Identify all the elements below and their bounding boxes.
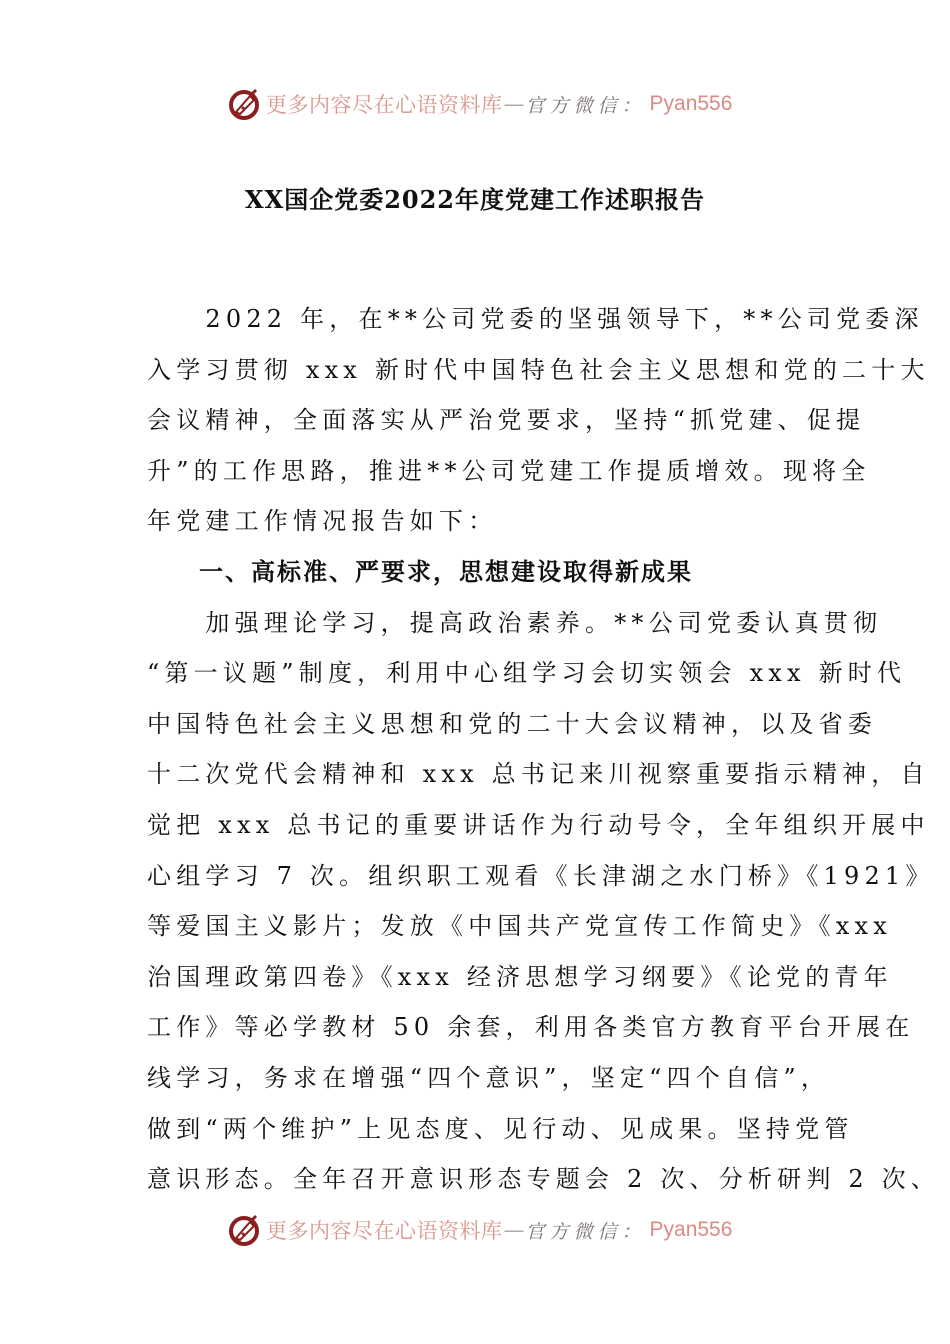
paragraph-line: “第一议题”制度，利用中心组学习会切实领会 xxx 新时代 [147,659,907,688]
paragraph-line: 升”的工作思路，推进**公司党建工作提质增效。现将全 [147,456,871,485]
paragraph-line: 年党建工作情况报告如下： [147,507,498,536]
watermark-official-label: 官方微信： [525,94,646,117]
quill-pen-circle-icon [226,1212,262,1248]
paragraph-line: 治国理政第四卷》《xxx 经济思想学习纲要》《论党的青年 [147,962,893,991]
quill-pen-circle-icon [226,86,262,122]
paragraph-line: 心组学习 7 次。组织职工观看《长津湖之水门桥》《1921》 [147,861,935,890]
paragraph-line: 中国特色社会主义思想和党的二十大会议精神，以及省委 [147,709,877,738]
paragraph-line: 等爱国主义影片；发放《中国共产党宣传工作简史》《xxx [147,912,893,941]
watermark-dash: — [503,92,525,116]
paragraph-line: 入学习贯彻 xxx 新时代中国特色社会主义思想和党的二十大 [147,355,930,384]
document-title: XX国企党委2022年度党建工作述职报告 [244,185,706,214]
paragraph-line: 2022 年，在**公司党委的坚强领导下，**公司党委深 [147,305,924,333]
watermark-header [226,82,733,126]
document-body [147,294,941,1205]
paragraph-line: 会议精神，全面落实从严治党要求，坚持“抓党建、促提 [147,406,866,435]
paragraph-line: 做到“两个维护”上见态度、见行动、见成果。坚持党管 [147,1114,854,1143]
watermark-wechat-id: Pyan556 [649,92,733,115]
watermark-footer [226,1208,733,1252]
paragraph-line: 意识形态。全年召开意识形态专题会 2 次、分析研判 2 次、 [147,1165,941,1194]
paragraph-line: 十二次党代会精神和 xxx 总书记来川视察重要指示精神，自 [147,760,930,789]
watermark-wechat-id: Pyan556 [649,1218,733,1241]
paragraph-line: 线学习，务求在增强“四个意识”，坚定“四个自信”， [147,1063,831,1092]
paragraph-line: 觉把 xxx 总书记的重要讲话作为行动号令，全年组织开展中 [147,810,930,839]
paragraph-line: 加强理论学习，提高政治素养。**公司党委认真贯彻 [147,608,883,637]
watermark-main-text: 更多内容尽在心语资料库 [266,1219,503,1243]
section-heading: 一、高标准、严要求，思想建设取得新成果 [147,556,693,586]
watermark-main-text: 更多内容尽在心语资料库 [266,93,503,117]
watermark-official-label: 官方微信： [525,1220,646,1243]
paragraph-line: 工作》等必学教材 50 余套，利用各类官方教育平台开展在 [147,1013,915,1042]
watermark-dash: — [503,1218,525,1242]
